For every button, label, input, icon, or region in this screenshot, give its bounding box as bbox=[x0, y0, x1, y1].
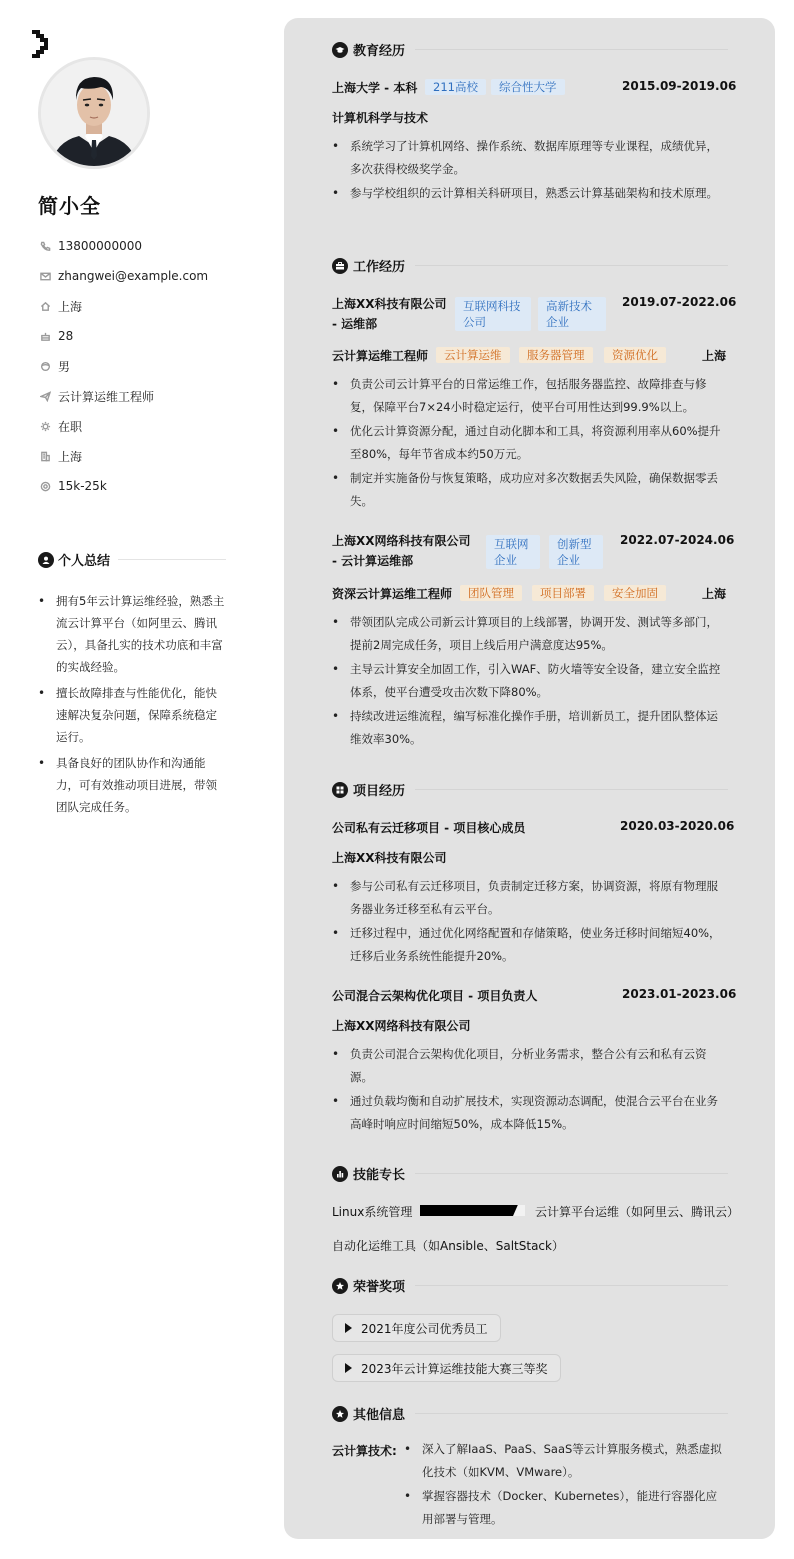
work-heading bbox=[332, 256, 728, 275]
info-city bbox=[38, 441, 208, 471]
age-text: 28 bbox=[58, 329, 74, 343]
honor-item[interactable] bbox=[332, 1314, 501, 1342]
info-phone bbox=[38, 231, 208, 261]
list-item: • 负责公司云计算平台的日常运维工作，包括服务器监控、故障排查与修复，保障平台7×24小时稳定运行，使平台可用性达到99.9%以上。 bbox=[332, 373, 728, 419]
project-name: 公司混合云架构优化项目 - 项目负责人 bbox=[332, 989, 538, 1003]
list-item: • 参与学校组织的云计算相关科研项目，熟悉云计算基础架构和技术原理。 bbox=[332, 182, 728, 205]
info-position bbox=[38, 381, 208, 411]
honor-text: 2023年云计算运维技能大赛三等奖 bbox=[361, 1361, 548, 1376]
education-heading bbox=[332, 40, 728, 59]
list-item: • 掌握容器技术（Docker、Kubernetes），能进行容器化应用部署与管理。 bbox=[404, 1485, 728, 1531]
other-label: 云计算技术: bbox=[332, 1444, 397, 1458]
tag: 综合性大学 bbox=[491, 79, 565, 95]
info-salary bbox=[38, 471, 208, 501]
tag: 互联网科技公司 bbox=[455, 297, 531, 331]
divider bbox=[118, 559, 226, 560]
list-item: • 擅长故障排查与性能优化，能快速解决复杂问题，保障系统稳定运行。 bbox=[38, 682, 226, 748]
honors-title: 荣誉奖项 bbox=[353, 1280, 406, 1295]
other-list bbox=[404, 1438, 728, 1532]
project-date: 2023.01-2023.06 bbox=[622, 987, 737, 1001]
tag: 高新技术企业 bbox=[538, 297, 606, 331]
summary-heading bbox=[38, 550, 226, 569]
briefcase-icon bbox=[332, 258, 348, 274]
company-name-line: 上海XX科技有限公司 bbox=[332, 297, 447, 311]
skill-name: 自动化运维工具（如Ansible、SaltStack） bbox=[332, 1239, 564, 1253]
company-name bbox=[332, 531, 471, 571]
main-panel bbox=[284, 18, 775, 1539]
skill-name: 云计算平台运维（如阿里云、腾讯云） bbox=[535, 1205, 740, 1219]
company-name-line: 上海XX网络科技有限公司 bbox=[332, 534, 471, 548]
avatar bbox=[38, 57, 150, 169]
education-title: 教育经历 bbox=[353, 44, 406, 59]
list-item: • 主导云计算安全加固工作，引入WAF、防火墙等安全设备，建立安全监控体系，使平台遭受攻击次数下降80%。 bbox=[332, 658, 728, 704]
gender-text: 男 bbox=[58, 359, 71, 374]
skills-heading bbox=[332, 1164, 728, 1183]
info-status bbox=[38, 411, 208, 441]
job-date: 2022.07-2024.06 bbox=[620, 533, 735, 547]
logo-icon bbox=[32, 30, 52, 60]
divider bbox=[415, 789, 728, 790]
mail-icon bbox=[38, 269, 52, 283]
phone-text: 13800000000 bbox=[58, 239, 142, 253]
expand-triangle-icon bbox=[345, 1323, 352, 1333]
honor-text: 2021年度公司优秀员工 bbox=[361, 1321, 488, 1336]
divider bbox=[415, 265, 728, 266]
tag: 创新型企业 bbox=[549, 535, 603, 569]
projects-heading bbox=[332, 780, 728, 799]
location-text: 上海 bbox=[58, 299, 83, 314]
education-list bbox=[332, 135, 728, 206]
honors-heading bbox=[332, 1276, 728, 1295]
summary-list bbox=[38, 590, 226, 822]
skill-tag: 团队管理 bbox=[460, 585, 522, 601]
list-item: • 迁移过程中，通过优化网络配置和存储策略，使业务迁移时间缩短40%，迁移后业务系统性能提升20%。 bbox=[332, 922, 728, 968]
coin-icon bbox=[38, 479, 52, 493]
position-text: 云计算运维工程师 bbox=[58, 389, 155, 404]
company-name-line: - 云计算运维部 bbox=[332, 554, 414, 568]
expand-triangle-icon bbox=[345, 1363, 352, 1373]
candidate-name: 简小全 bbox=[38, 194, 101, 218]
salary-text: 15k-25k bbox=[58, 479, 107, 493]
building-icon bbox=[38, 449, 52, 463]
summary-title: 个人总结 bbox=[58, 554, 111, 569]
bar-chart-icon bbox=[332, 1166, 348, 1182]
tag: 互联网企业 bbox=[486, 535, 540, 569]
job-role: 云计算运维工程师 bbox=[332, 349, 429, 363]
gender-icon bbox=[38, 359, 52, 373]
company-name-line: - 运维部 bbox=[332, 317, 378, 331]
job-location: 上海 bbox=[702, 349, 727, 363]
award-icon bbox=[332, 1278, 348, 1294]
other-title: 其他信息 bbox=[353, 1408, 406, 1423]
list-item: • 具备良好的团队协作和沟通能力，可有效推动项目进展，带领团队完成任务。 bbox=[38, 752, 226, 818]
project-company: 上海XX科技有限公司 bbox=[332, 851, 447, 865]
list-item: • 带领团队完成公司新云计算项目的上线部署，协调开发、测试等多部门，提前2周完成任务，项目上线后用户满意度达95%。 bbox=[332, 611, 728, 657]
list-item: • 制定并实施备份与恢复策略，成功应对多次数据丢失风险，确保数据零丢失。 bbox=[332, 467, 728, 513]
divider bbox=[415, 1413, 728, 1414]
skill-level-bar bbox=[420, 1205, 524, 1216]
cake-icon bbox=[38, 329, 52, 343]
skill-name: Linux系统管理 bbox=[332, 1205, 413, 1219]
project-date: 2020.03-2020.06 bbox=[620, 819, 735, 833]
info-icon bbox=[332, 1406, 348, 1422]
home-icon bbox=[38, 299, 52, 313]
project-list bbox=[332, 875, 728, 969]
list-item: • 持续改进运维流程，编写标准化操作手册，培训新员工，提升团队整体运维效率30%。 bbox=[332, 705, 728, 751]
skills-title: 技能专长 bbox=[353, 1168, 406, 1183]
work-title: 工作经历 bbox=[353, 260, 406, 275]
education-date: 2015.09-2019.06 bbox=[622, 79, 737, 93]
other-heading bbox=[332, 1404, 728, 1423]
divider bbox=[415, 49, 728, 50]
status-icon bbox=[38, 419, 52, 433]
divider bbox=[415, 1285, 728, 1286]
info-location bbox=[38, 291, 208, 321]
job-list bbox=[332, 373, 728, 514]
user-icon bbox=[38, 552, 54, 568]
graduation-cap-icon bbox=[332, 42, 348, 58]
skill-tag: 安全加固 bbox=[604, 585, 666, 601]
job-role: 资深云计算运维工程师 bbox=[332, 587, 453, 601]
education-major: 计算机科学与技术 bbox=[332, 111, 429, 125]
avatar-portrait bbox=[41, 60, 147, 166]
info-age bbox=[38, 321, 208, 351]
job-list bbox=[332, 611, 728, 752]
info-gender bbox=[38, 351, 208, 381]
list-item: • 负责公司混合云架构优化项目，分析业务需求，整合公有云和私有云资源。 bbox=[332, 1043, 728, 1089]
project-list bbox=[332, 1043, 728, 1137]
honor-item[interactable] bbox=[332, 1354, 561, 1382]
list-item: • 深入了解IaaS、PaaS、SaaS等云计算服务模式，熟悉虚拟化技术（如KVM、VMware）。 bbox=[404, 1438, 728, 1484]
divider bbox=[415, 1173, 728, 1174]
grid-icon bbox=[332, 782, 348, 798]
city-text: 上海 bbox=[58, 449, 83, 464]
contact-info bbox=[38, 231, 208, 501]
skill-tag: 项目部署 bbox=[532, 585, 594, 601]
skill-tag: 云计算运维 bbox=[436, 347, 510, 363]
project-name: 公司私有云迁移项目 - 项目核心成员 bbox=[332, 821, 526, 835]
school-name: 上海大学 - 本科 bbox=[332, 81, 418, 95]
list-item: • 拥有5年云计算运维经验，熟悉主流云计算平台（如阿里云、腾讯云），具备扎实的技术功底和丰富的实战经验。 bbox=[38, 590, 226, 678]
list-item: • 参与公司私有云迁移项目，负责制定迁移方案，协调资源，将原有物理服务器业务迁移至私有云平台。 bbox=[332, 875, 728, 921]
skill-tag: 资源优化 bbox=[604, 347, 666, 363]
job-date: 2019.07-2022.06 bbox=[622, 295, 737, 309]
sidebar bbox=[0, 0, 284, 1559]
email-text: zhangwei@example.com bbox=[58, 269, 209, 283]
skill-tag: 服务器管理 bbox=[519, 347, 593, 363]
list-item: • 通过负载均衡和自动扩展技术，实现资源动态调配，使混合云平台在业务高峰时响应时间缩短50%，成本降低15%。 bbox=[332, 1090, 728, 1136]
status-text: 在职 bbox=[58, 419, 83, 434]
info-email bbox=[38, 261, 208, 291]
tag: 211高校 bbox=[425, 79, 486, 95]
send-icon bbox=[38, 389, 52, 403]
job-location: 上海 bbox=[702, 587, 727, 601]
company-name bbox=[332, 294, 447, 334]
list-item: • 系统学习了计算机网络、操作系统、数据库原理等专业课程，成绩优异，多次获得校级奖学金。 bbox=[332, 135, 728, 181]
phone-icon bbox=[38, 239, 52, 253]
projects-title: 项目经历 bbox=[353, 784, 406, 799]
list-item: • 优化云计算资源分配，通过自动化脚本和工具，将资源利用率从60%提升至80%，每年节省成本约50万元。 bbox=[332, 420, 728, 466]
project-company: 上海XX网络科技有限公司 bbox=[332, 1019, 471, 1033]
